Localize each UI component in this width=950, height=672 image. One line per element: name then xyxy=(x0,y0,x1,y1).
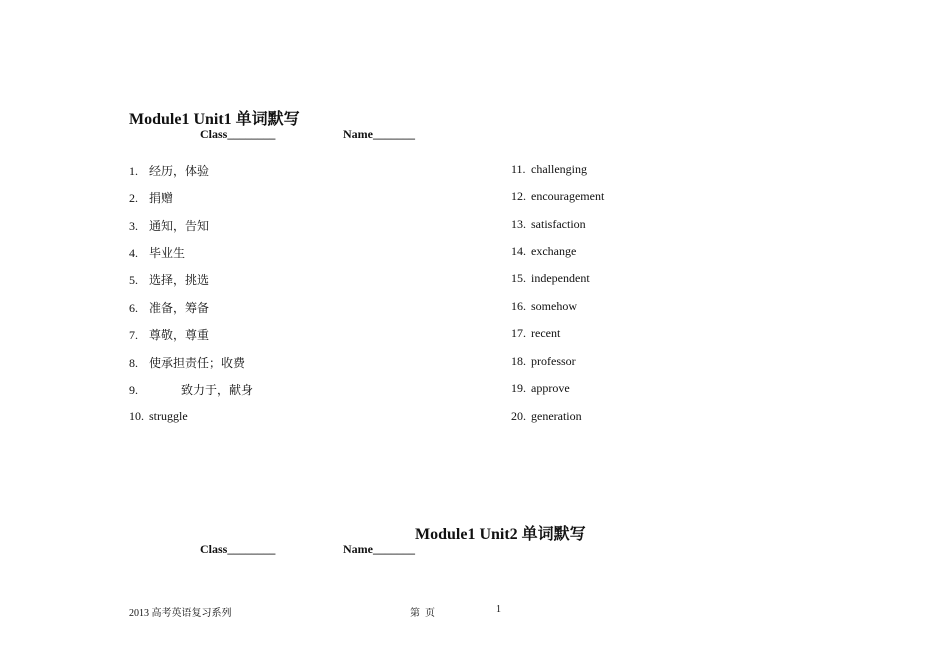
item-number: 20. xyxy=(511,409,526,423)
footer-page-label: 第 页 xyxy=(410,608,435,619)
list-item xyxy=(511,326,560,341)
list-item xyxy=(511,244,576,259)
item-number: 19. xyxy=(511,381,526,395)
item-number: 11. xyxy=(511,162,526,176)
item-text: challenging xyxy=(531,162,587,176)
section1-title: Module1 Unit1 单词默写 xyxy=(129,111,300,128)
list-item xyxy=(511,381,570,396)
item-text: somehow xyxy=(531,299,577,313)
item-text: 使承担责任；收费 xyxy=(149,356,246,370)
item-number: 8. xyxy=(129,356,138,370)
item-text: generation xyxy=(531,409,582,423)
item-text: approve xyxy=(531,381,570,395)
list-item xyxy=(129,244,185,261)
list-item xyxy=(129,271,209,288)
item-number: 7. xyxy=(129,328,138,342)
item-text: 选择，挑选 xyxy=(149,273,210,287)
item-number: 13. xyxy=(511,217,526,231)
item-number: 1. xyxy=(129,164,138,178)
list-item xyxy=(129,354,245,371)
item-number: 6. xyxy=(129,301,138,315)
item-number: 14. xyxy=(511,244,526,258)
list-item xyxy=(511,271,590,286)
item-text: 毕业生 xyxy=(149,246,186,260)
list-item xyxy=(129,217,209,234)
item-number: 15. xyxy=(511,271,526,285)
section2-name-label: Name_______ xyxy=(343,542,415,556)
item-text: struggle xyxy=(149,409,188,423)
list-item xyxy=(511,162,587,177)
list-item xyxy=(129,381,253,398)
item-text: 经历，体验 xyxy=(149,164,210,178)
item-text: 准备，筹备 xyxy=(149,301,210,315)
list-item xyxy=(511,409,582,424)
list-item xyxy=(511,217,586,232)
footer-series-label: 2013 高考英语复习系列 xyxy=(129,608,232,619)
section1-class-label: Class________ xyxy=(200,127,276,141)
section2-class-label: Class________ xyxy=(200,542,276,556)
item-text: professor xyxy=(531,354,576,368)
item-number: 9. xyxy=(129,383,138,397)
list-item xyxy=(129,299,209,316)
list-item xyxy=(129,162,209,179)
item-number: 10. xyxy=(129,409,144,423)
list-item xyxy=(129,409,188,424)
item-text: encouragement xyxy=(531,189,605,203)
item-text: 尊敬，尊重 xyxy=(149,328,210,342)
section1-name-label: Name_______ xyxy=(343,127,415,141)
item-text: exchange xyxy=(531,244,577,258)
item-number: 18. xyxy=(511,354,526,368)
list-item xyxy=(511,299,577,314)
list-item xyxy=(511,354,576,369)
item-number: 3. xyxy=(129,219,138,233)
item-number: 4. xyxy=(129,246,138,260)
list-item xyxy=(511,189,604,204)
item-text: 捐赠 xyxy=(149,191,174,205)
item-text: recent xyxy=(531,326,561,340)
item-number: 16. xyxy=(511,299,526,313)
item-text: satisfaction xyxy=(531,217,586,231)
list-item xyxy=(129,326,209,343)
item-number: 2. xyxy=(129,191,138,205)
footer-page-number: 1 xyxy=(496,604,501,615)
item-number: 5. xyxy=(129,273,138,287)
list-item xyxy=(129,189,173,206)
item-number: 12. xyxy=(511,189,526,203)
item-text: 致力于，献身 xyxy=(181,383,254,397)
item-text: independent xyxy=(531,271,590,285)
item-text: 通知，告知 xyxy=(149,219,210,233)
section2-title: Module1 Unit2 单词默写 xyxy=(415,526,586,543)
item-number: 17. xyxy=(511,326,526,340)
